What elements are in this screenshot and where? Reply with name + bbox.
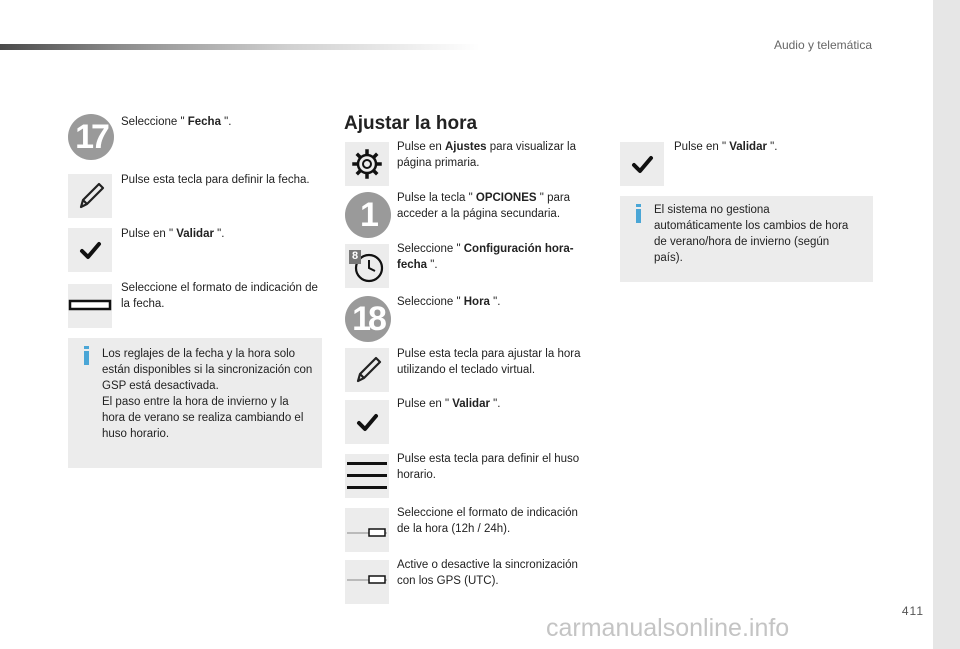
clock-icon-number: 8 [352, 250, 359, 262]
checkmark-icon [68, 228, 112, 272]
step-text: Pulse en Ajustes para visualizar la página primaria. [397, 141, 576, 169]
step-text: Seleccione " Configuración hora-fecha ". [397, 243, 574, 271]
page-number: 411 [901, 604, 924, 618]
info-text: Los reglajes de la fecha y la hora solo están disponibles si la sincronización con GSP está desactivada. El paso entre la hora de invierno y la hora de verano se realiza cambiando el huso horario. [102, 348, 313, 440]
step-text: Pulse esta tecla para definir el huso horario. [397, 453, 580, 481]
section-title: Audio y telemática [773, 38, 872, 52]
info-box [620, 196, 873, 282]
info-box [68, 338, 322, 468]
step-badge-17: 17 [68, 114, 114, 160]
step-badge-1: 1 [345, 192, 391, 238]
watermark: carmanualsonline.info [546, 614, 790, 642]
step-text: Pulse esta tecla para ajustar la hora utilizando el teclado virtual. [397, 348, 581, 376]
step-text: Pulse esta tecla para definir la fecha. [121, 174, 310, 186]
toggle-icon [345, 508, 389, 552]
step-text: Active o desactive la sincronización con los GPS (UTC). [397, 559, 578, 587]
step-badge-18: 18 [345, 296, 391, 342]
step-text: Seleccione " Hora ". [397, 296, 501, 308]
gear-icon [345, 142, 389, 186]
step-text: Pulse en " Validar ". [674, 141, 778, 153]
info-text: El sistema no gestiona automáticamente los cambios de hora de verano/hora de invierno (según país). [654, 204, 849, 264]
checkmark-icon [620, 142, 664, 186]
step-text: Pulse la tecla " OPCIONES " para acceder a la página secundaria. [397, 192, 571, 220]
heading-ajustar-hora: Ajustar la hora [344, 113, 478, 134]
pencil-icon [345, 348, 389, 392]
step-text: Seleccione el formato de indicación de la fecha. [121, 282, 318, 310]
pencil-icon [68, 174, 112, 218]
list-icon [345, 454, 389, 498]
checkmark-icon [345, 400, 389, 444]
toggle-icon [345, 560, 389, 604]
clock-icon [345, 244, 389, 288]
page-side-strip [933, 0, 960, 649]
step-text: Seleccione " Fecha ". [121, 116, 232, 128]
info-icon [84, 351, 89, 365]
step-text: Seleccione el formato de indicación de la hora (12h / 24h). [397, 507, 578, 535]
step-text: Pulse en " Validar ". [121, 228, 225, 240]
info-icon [636, 209, 641, 223]
bar-icon [68, 284, 112, 328]
step-text: Pulse en " Validar ". [397, 398, 501, 410]
header-gradient-bar [0, 44, 480, 50]
